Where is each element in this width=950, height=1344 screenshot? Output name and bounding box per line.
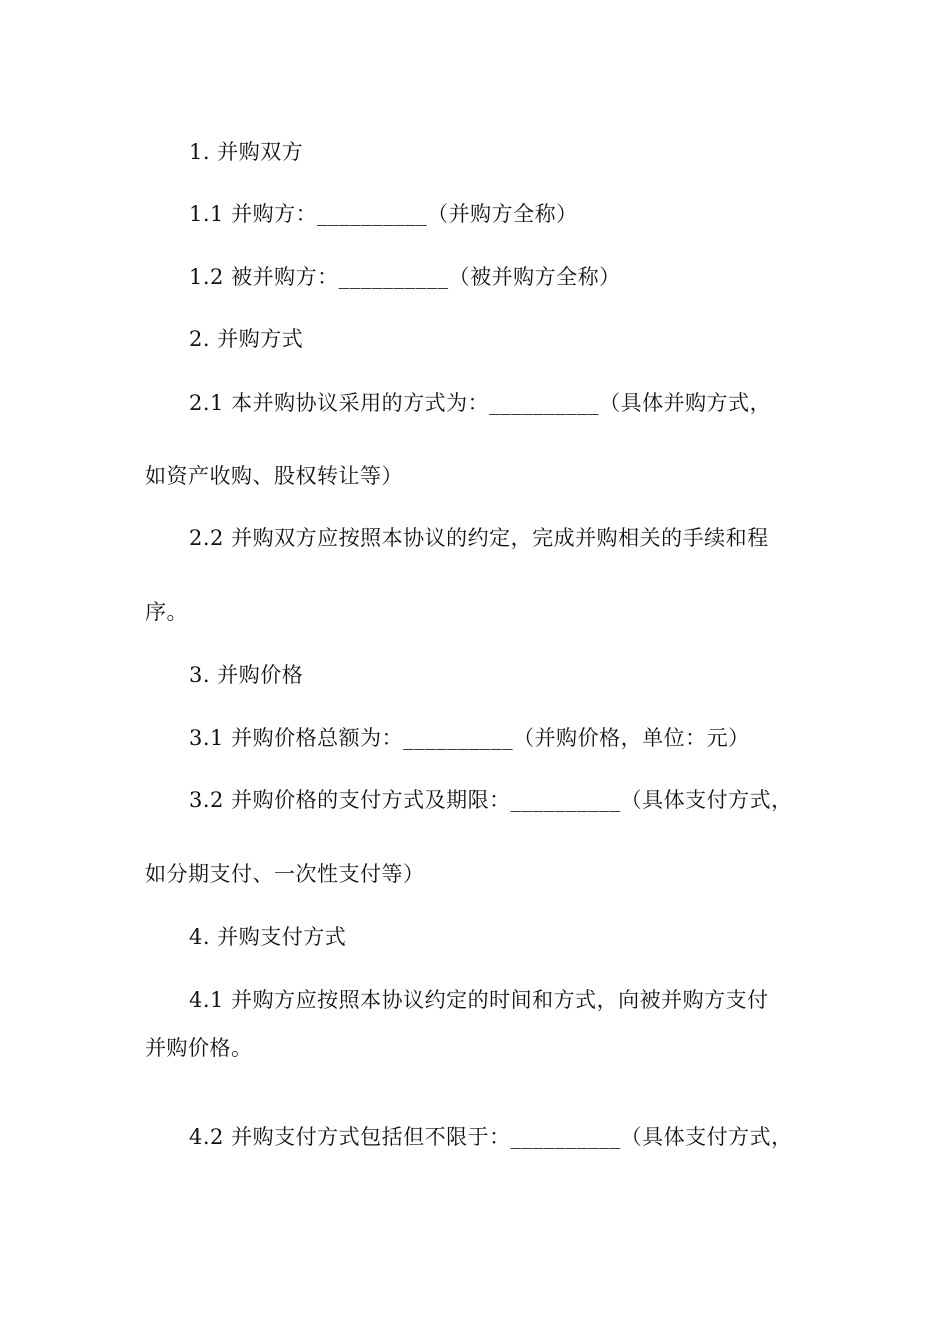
clause-4-1-continued: 并购价格。: [145, 1036, 253, 1060]
clause-2-2-continued: 序。: [145, 600, 188, 624]
clause-1-2: 1.2 被并购方：__________（被并购方全称）: [189, 265, 621, 289]
clause-2-1: 2.1 本并购协议采用的方式为：__________（具体并购方式，: [189, 391, 772, 415]
section-heading-payment: 4. 并购支付方式: [189, 925, 347, 949]
clause-2-2: 2.2 并购双方应按照本协议的约定，完成并购相关的手续和程: [189, 526, 769, 550]
clause-2-1-continued: 如资产收购、股权转让等）: [145, 464, 403, 488]
section-heading-parties: 1. 并购双方: [189, 140, 304, 164]
clause-3-1: 3.1 并购价格总额为：__________（并购价格，单位：元）: [189, 726, 750, 750]
clause-4-2: 4.2 并购支付方式包括但不限于：__________（具体支付方式，: [189, 1125, 793, 1149]
section-heading-method: 2. 并购方式: [189, 327, 304, 351]
clause-4-1: 4.1 并购方应按照本协议约定的时间和方式，向被并购方支付: [189, 988, 769, 1012]
section-heading-price: 3. 并购价格: [189, 663, 304, 687]
clause-3-2-continued: 如分期支付、一次性支付等）: [145, 862, 425, 886]
clause-3-2: 3.2 并购价格的支付方式及期限：__________（具体支付方式，: [189, 788, 793, 812]
clause-1-1: 1.1 并购方：__________（并购方全称）: [189, 202, 578, 226]
